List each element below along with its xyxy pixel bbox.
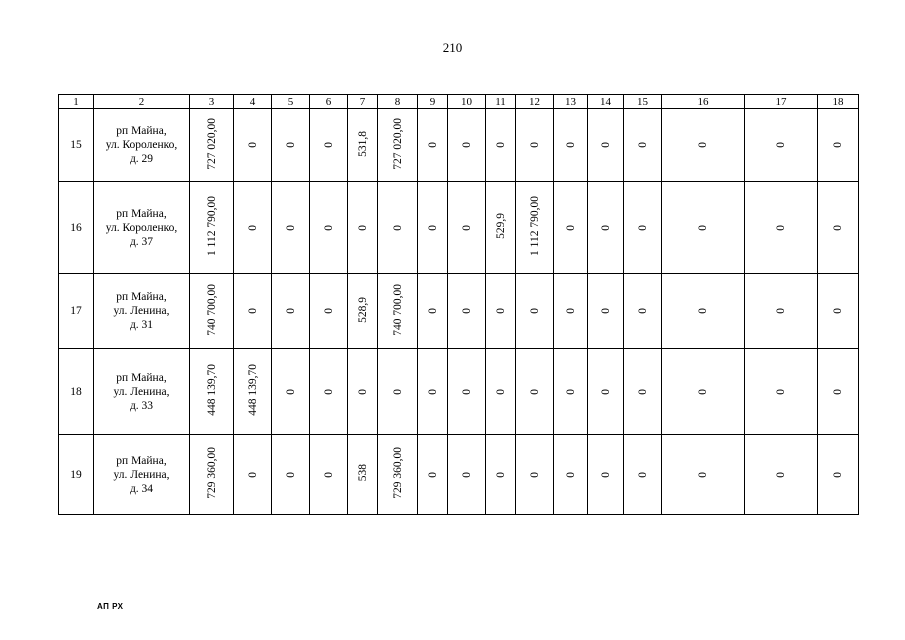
column-header-11: 11 — [486, 95, 516, 109]
value-cell-col-4 — [234, 349, 272, 435]
cell-value: 0 — [322, 388, 335, 395]
cell-value: 0 — [636, 224, 649, 231]
address-line: ул. Ленина, — [113, 385, 170, 398]
value-cell-col-9 — [418, 435, 448, 515]
cell-value: 729 360,00 — [391, 447, 404, 499]
column-header-14: 14 — [588, 95, 624, 109]
value-cell-col-11 — [486, 182, 516, 274]
row-number: 15 — [59, 109, 94, 182]
address-cell — [94, 182, 190, 274]
value-cell-col-7 — [348, 435, 378, 515]
table-row — [59, 349, 859, 435]
value-cell-col-12 — [516, 182, 554, 274]
value-cell-col-10 — [448, 435, 486, 515]
row-number: 17 — [59, 274, 94, 349]
cell-value: 0 — [494, 388, 507, 395]
cell-value: 0 — [599, 224, 612, 231]
table-row — [59, 182, 859, 274]
cell-value: 0 — [460, 142, 473, 148]
cell-value: 0 — [832, 471, 844, 478]
cell-value: 0 — [426, 471, 439, 478]
value-cell-col-3 — [190, 109, 234, 182]
address-cell — [94, 109, 190, 182]
column-header-5: 5 — [272, 95, 310, 109]
cell-value: 0 — [322, 142, 335, 148]
value-cell-col-7 — [348, 349, 378, 435]
value-cell-col-13 — [554, 182, 588, 274]
cell-value: 0 — [599, 471, 612, 478]
cell-value: 0 — [284, 224, 297, 231]
column-header-17: 17 — [745, 95, 818, 109]
value-cell-col-16 — [662, 435, 745, 515]
cell-value: 0 — [564, 224, 577, 231]
cell-value: 0 — [697, 388, 709, 395]
cell-value: 0 — [697, 224, 709, 231]
value-cell-col-6 — [310, 274, 348, 349]
cell-value: 0 — [322, 471, 335, 478]
value-cell-col-4 — [234, 182, 272, 274]
cell-value: 0 — [246, 471, 259, 478]
value-cell-col-14 — [588, 274, 624, 349]
cell-value: 0 — [775, 388, 787, 395]
cell-value: 740 700,00 — [391, 283, 404, 336]
address-cell — [94, 435, 190, 515]
value-cell-col-17 — [745, 435, 818, 515]
value-cell-col-5 — [272, 109, 310, 182]
value-cell-col-8 — [378, 274, 418, 349]
column-header-7: 7 — [348, 95, 378, 109]
cell-value: 0 — [494, 308, 507, 314]
cell-value: 0 — [356, 224, 369, 231]
cell-value: 0 — [284, 388, 297, 395]
address-line: д. 34 — [129, 482, 154, 495]
cell-value: 0 — [528, 388, 541, 395]
value-cell-col-14 — [588, 349, 624, 435]
cell-value: 727 020,00 — [205, 117, 218, 170]
page-number: 210 — [442, 40, 463, 55]
cell-value: 0 — [528, 308, 541, 314]
cell-value: 0 — [775, 471, 787, 478]
row-number: 18 — [59, 349, 94, 435]
value-cell-col-18 — [818, 349, 859, 435]
header-row — [59, 95, 859, 109]
cell-value: 0 — [775, 142, 787, 148]
value-cell-col-5 — [272, 182, 310, 274]
value-cell-col-11 — [486, 349, 516, 435]
cell-value: 0 — [599, 142, 612, 148]
value-cell-col-8 — [378, 435, 418, 515]
cell-value: 740 700,00 — [205, 283, 218, 336]
cell-value: 0 — [832, 308, 844, 314]
cell-value: 531,8 — [356, 130, 369, 157]
value-cell-col-9 — [418, 349, 448, 435]
value-cell-col-8 — [378, 109, 418, 182]
value-cell-col-9 — [418, 274, 448, 349]
cell-value: 0 — [775, 308, 787, 314]
value-cell-col-16 — [662, 109, 745, 182]
value-cell-col-16 — [662, 349, 745, 435]
cell-value: 0 — [528, 142, 541, 148]
row-number: 16 — [59, 182, 94, 274]
cell-value: 0 — [564, 471, 577, 478]
value-cell-col-17 — [745, 349, 818, 435]
cell-value: 0 — [494, 142, 507, 148]
cell-value: 538 — [356, 464, 369, 482]
column-header-4: 4 — [234, 95, 272, 109]
column-header-8: 8 — [378, 95, 418, 109]
cell-value: 0 — [426, 224, 439, 231]
address-line: д. 37 — [129, 235, 154, 248]
address-line: ул. Ленина, — [113, 305, 170, 317]
value-cell-col-13 — [554, 109, 588, 182]
address-line: рп Майна, — [116, 291, 167, 303]
value-cell-col-10 — [448, 109, 486, 182]
value-cell-col-5 — [272, 349, 310, 435]
column-header-10: 10 — [448, 95, 486, 109]
cell-value: 0 — [356, 388, 369, 395]
cell-value: 0 — [460, 388, 473, 395]
value-cell-col-14 — [588, 435, 624, 515]
value-cell-col-14 — [588, 182, 624, 274]
value-cell-col-4 — [234, 109, 272, 182]
address-cell — [94, 274, 190, 349]
value-cell-col-7 — [348, 109, 378, 182]
value-cell-col-15 — [624, 274, 662, 349]
value-cell-col-15 — [624, 109, 662, 182]
value-cell-col-13 — [554, 349, 588, 435]
cell-value: 448 139,70 — [246, 364, 259, 416]
column-header-6: 6 — [310, 95, 348, 109]
column-header-16: 16 — [662, 95, 745, 109]
cell-value: 0 — [391, 388, 404, 395]
cell-value: 0 — [636, 388, 649, 395]
cell-value: 0 — [636, 142, 649, 148]
cell-value: 0 — [697, 471, 709, 478]
cell-value: 0 — [246, 224, 259, 231]
value-cell-col-11 — [486, 435, 516, 515]
cell-value: 0 — [246, 308, 259, 314]
value-cell-col-9 — [418, 109, 448, 182]
cell-value: 0 — [391, 224, 404, 231]
value-cell-col-8 — [378, 349, 418, 435]
value-cell-col-12 — [516, 109, 554, 182]
value-cell-col-4 — [234, 435, 272, 515]
value-cell-col-18 — [818, 274, 859, 349]
value-cell-col-16 — [662, 182, 745, 274]
value-cell-col-15 — [624, 435, 662, 515]
cell-value: 0 — [636, 308, 649, 314]
cell-value: 0 — [528, 471, 541, 478]
cell-value: 0 — [697, 308, 709, 314]
value-cell-col-15 — [624, 349, 662, 435]
value-cell-col-11 — [486, 274, 516, 349]
cell-value: 729 360,00 — [205, 447, 218, 499]
value-cell-col-10 — [448, 349, 486, 435]
value-cell-col-6 — [310, 349, 348, 435]
column-header-12: 12 — [516, 95, 554, 109]
value-cell-col-6 — [310, 109, 348, 182]
value-cell-col-12 — [516, 435, 554, 515]
cell-value: 0 — [426, 142, 439, 148]
address-line: рп Майна, — [116, 125, 167, 137]
cell-value: 0 — [599, 308, 612, 314]
cell-value: 0 — [460, 308, 473, 314]
value-cell-col-17 — [745, 274, 818, 349]
value-cell-col-8 — [378, 182, 418, 274]
cell-value: 0 — [636, 471, 649, 478]
value-cell-col-17 — [745, 109, 818, 182]
value-cell-col-12 — [516, 274, 554, 349]
value-cell-col-5 — [272, 274, 310, 349]
address-line: рп Майна, — [116, 371, 167, 384]
value-cell-col-13 — [554, 435, 588, 515]
cell-value: 0 — [246, 142, 259, 148]
cell-value: 0 — [426, 388, 439, 395]
column-header-9: 9 — [418, 95, 448, 109]
cell-value: 0 — [832, 142, 844, 148]
cell-value: 0 — [284, 308, 297, 314]
value-cell-col-6 — [310, 435, 348, 515]
address-line: ул. Короленко, — [105, 221, 178, 234]
value-cell-col-6 — [310, 182, 348, 274]
address-line: д. 33 — [129, 399, 154, 412]
cell-value: 529,9 — [494, 213, 507, 239]
value-cell-col-15 — [624, 182, 662, 274]
value-cell-col-10 — [448, 182, 486, 274]
address-line: рп Майна, — [116, 207, 167, 220]
address-cell — [94, 349, 190, 435]
cell-value: 1 112 790,00 — [205, 196, 218, 256]
value-cell-col-11 — [486, 109, 516, 182]
cell-value: 727 020,00 — [391, 117, 404, 170]
cell-value: 0 — [284, 471, 297, 478]
value-cell-col-16 — [662, 274, 745, 349]
address-line: ул. Ленина, — [113, 468, 170, 481]
cell-value: 448 139,70 — [205, 364, 218, 416]
cell-value: 0 — [775, 224, 787, 231]
cell-value: 0 — [322, 308, 335, 314]
value-cell-col-18 — [818, 109, 859, 182]
value-cell-col-3 — [190, 182, 234, 274]
value-cell-col-3 — [190, 349, 234, 435]
table-row — [59, 435, 859, 515]
cell-value: 0 — [284, 142, 297, 148]
cell-value: 1 112 790,00 — [528, 196, 541, 256]
value-cell-col-9 — [418, 182, 448, 274]
footer-mark: АП РХ — [97, 602, 124, 611]
cell-value: 0 — [426, 308, 439, 314]
value-cell-col-3 — [190, 274, 234, 349]
address-line: ул. Короленко, — [105, 139, 178, 151]
value-cell-col-10 — [448, 274, 486, 349]
cell-value: 528,9 — [356, 296, 369, 323]
value-cell-col-5 — [272, 435, 310, 515]
cell-value: 0 — [460, 224, 473, 231]
table-row — [59, 109, 859, 182]
value-cell-col-13 — [554, 274, 588, 349]
cell-value: 0 — [564, 142, 577, 148]
value-cell-col-7 — [348, 182, 378, 274]
column-header-1: 1 — [59, 95, 94, 109]
value-cell-col-14 — [588, 109, 624, 182]
address-line: д. 29 — [129, 153, 154, 165]
row-number: 19 — [59, 435, 94, 515]
value-cell-col-18 — [818, 182, 859, 274]
cell-value: 0 — [697, 142, 709, 148]
column-header-18: 18 — [818, 95, 859, 109]
column-header-2: 2 — [94, 95, 190, 109]
cell-value: 0 — [322, 224, 335, 231]
value-cell-col-17 — [745, 182, 818, 274]
column-header-3: 3 — [190, 95, 234, 109]
address-line: д. 31 — [129, 319, 154, 331]
cell-value: 0 — [832, 224, 844, 231]
column-header-15: 15 — [624, 95, 662, 109]
value-cell-col-3 — [190, 435, 234, 515]
cell-value: 0 — [564, 308, 577, 314]
cell-value: 0 — [599, 388, 612, 395]
registry-table — [58, 94, 859, 515]
value-cell-col-18 — [818, 435, 859, 515]
address-line: рп Майна, — [116, 454, 167, 467]
cell-value: 0 — [832, 388, 844, 395]
value-cell-col-4 — [234, 274, 272, 349]
table-row — [59, 274, 859, 349]
cell-value: 0 — [494, 471, 507, 478]
value-cell-col-12 — [516, 349, 554, 435]
value-cell-col-7 — [348, 274, 378, 349]
column-header-13: 13 — [554, 95, 588, 109]
cell-value: 0 — [564, 388, 577, 395]
cell-value: 0 — [460, 471, 473, 478]
